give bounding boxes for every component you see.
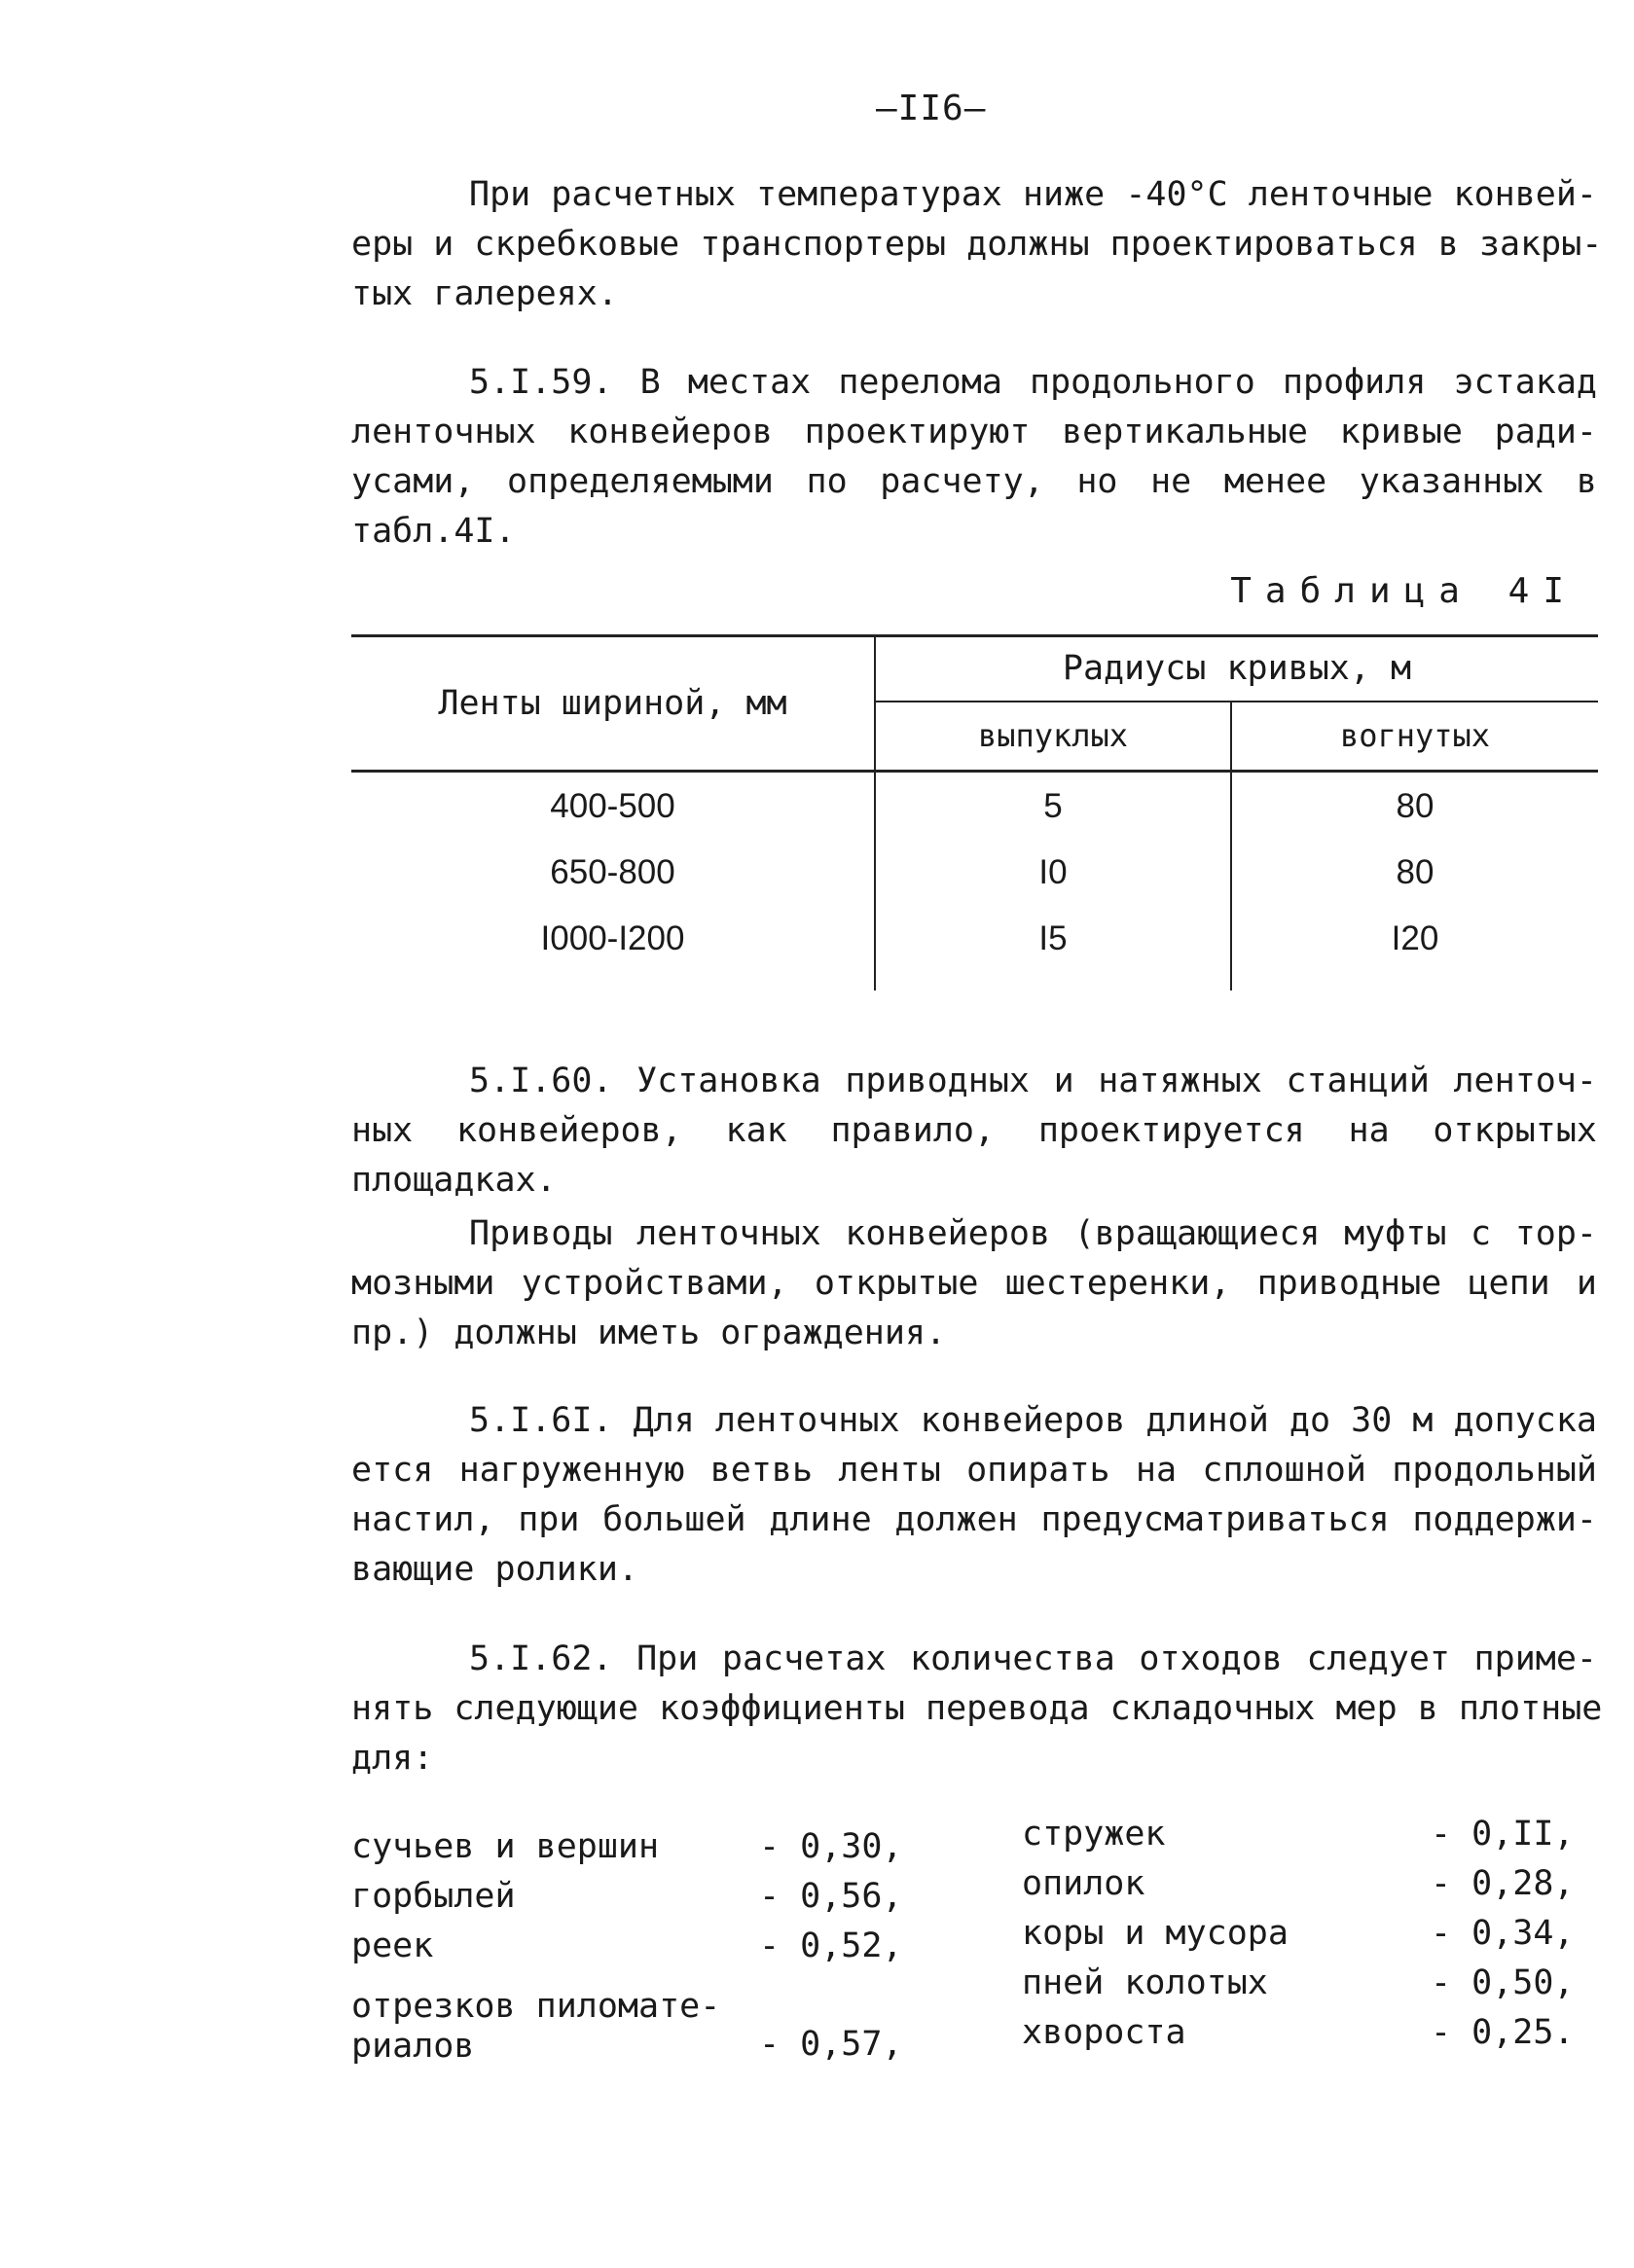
table-header-width: Ленты шириной, мм (438, 683, 787, 723)
text-line: 5.I.6I. Для ленточных конвейеров длиной до 30 м допуска (469, 1401, 1597, 1440)
coef-value: - 0,25. (1431, 2013, 1575, 2052)
text-line: ленточных конвейеров проектируют вертикальные кривые ради- (351, 413, 1597, 451)
table-row (351, 839, 1598, 905)
cell-concave: 80 (1231, 772, 1598, 840)
table-header-radius: Радиусы кривых, м (875, 636, 1598, 702)
coef-label-continued: риалов (351, 2027, 475, 2066)
coef-label: реек (351, 1926, 434, 1965)
text-line: При расчетных температурах ниже -40°С ленточные конвей- (469, 175, 1597, 214)
table-row (351, 772, 1598, 840)
coef-label: коры и мусора (1022, 1914, 1289, 1953)
coef-value: - 0,52, (759, 1926, 903, 1965)
text-line: мозными устройствами, открытые шестеренки, приводные цепи и (351, 1264, 1597, 1303)
coef-value: - 0,II, (1431, 1815, 1575, 1854)
coef-label: стружек (1022, 1815, 1166, 1854)
paragraph-5-1-62 (351, 1635, 1603, 1783)
paragraph-5-1-60 (351, 1057, 1597, 1206)
text-line: еры и скребковые транспортеры должны проектироваться в закры- (351, 225, 1603, 264)
text-line: усами, определяемыми по расчету, но не менее указанных в (351, 462, 1597, 501)
text-line: ется нагруженную ветвь ленты опирать на сплошной продольный (351, 1451, 1597, 1490)
coef-label: сучьев и вершин (351, 1827, 660, 1866)
coef-label: отрезков пиломате- (351, 1987, 721, 2026)
paragraph-5-1-60-drives (351, 1209, 1597, 1358)
text-line: для: (351, 1739, 434, 1778)
table-header-convex: выпуклых (875, 702, 1231, 771)
coef-value: - 0,34, (1431, 1914, 1575, 1953)
coef-label: пней колотых (1022, 1963, 1268, 2002)
coef-label: горбылей (351, 1877, 516, 1916)
table-row (351, 905, 1598, 990)
cell-concave: 80 (1231, 839, 1598, 905)
text-line: Приводы ленточных конвейеров (вращающиеся муфты с тор- (469, 1214, 1597, 1253)
text-line: пр.) должны иметь ограждения. (351, 1314, 947, 1352)
paragraph-5-1-59 (351, 358, 1597, 557)
table-caption: Таблица 4I (1230, 571, 1578, 611)
coef-value: - 0,56, (759, 1877, 903, 1916)
coef-value: - 0,50, (1431, 1963, 1575, 2002)
coef-value: - 0,28, (1431, 1864, 1575, 1903)
text-line: настил, при большей длине должен предусматриваться поддержи- (351, 1500, 1597, 1539)
table-header-concave: вогнутых (1231, 702, 1598, 771)
paragraph-intro (351, 170, 1603, 319)
coef-value: - 0,57, (759, 2025, 903, 2064)
cell-convex: 5 (875, 772, 1231, 840)
cell-concave: I20 (1231, 905, 1598, 990)
cell-convex: I0 (875, 839, 1231, 905)
cell-width: 400-500 (550, 786, 675, 825)
text-line: 5.I.60. Установка приводных и натяжных станций ленточ- (469, 1062, 1597, 1100)
cell-width: I000-I200 (540, 918, 685, 957)
text-line: 5.I.62. При расчетах количества отходов следует приме- (469, 1639, 1597, 1678)
text-line: нять следующие коэффициенты перевода складочных мер в плотные (351, 1689, 1603, 1728)
cell-width: 650-800 (550, 852, 675, 891)
text-line: площадках. (351, 1161, 557, 1200)
coef-label: хвороста (1022, 2013, 1186, 2052)
text-line: вающие ролики. (351, 1550, 639, 1589)
coef-label: опилок (1022, 1864, 1145, 1903)
coef-value: - 0,30, (759, 1827, 903, 1866)
radius-table (351, 634, 1598, 990)
text-line: табл.4I. (351, 512, 516, 551)
paragraph-5-1-61 (351, 1396, 1597, 1595)
text-line: тых галереях. (351, 274, 618, 313)
text-line: 5.I.59. В местах перелома продольного профиля эстакад (469, 363, 1597, 402)
text-line: ных конвейеров, как правило, проектируется на открытых (351, 1111, 1597, 1150)
page-number: —II6— (876, 89, 987, 128)
cell-convex: I5 (875, 905, 1231, 990)
